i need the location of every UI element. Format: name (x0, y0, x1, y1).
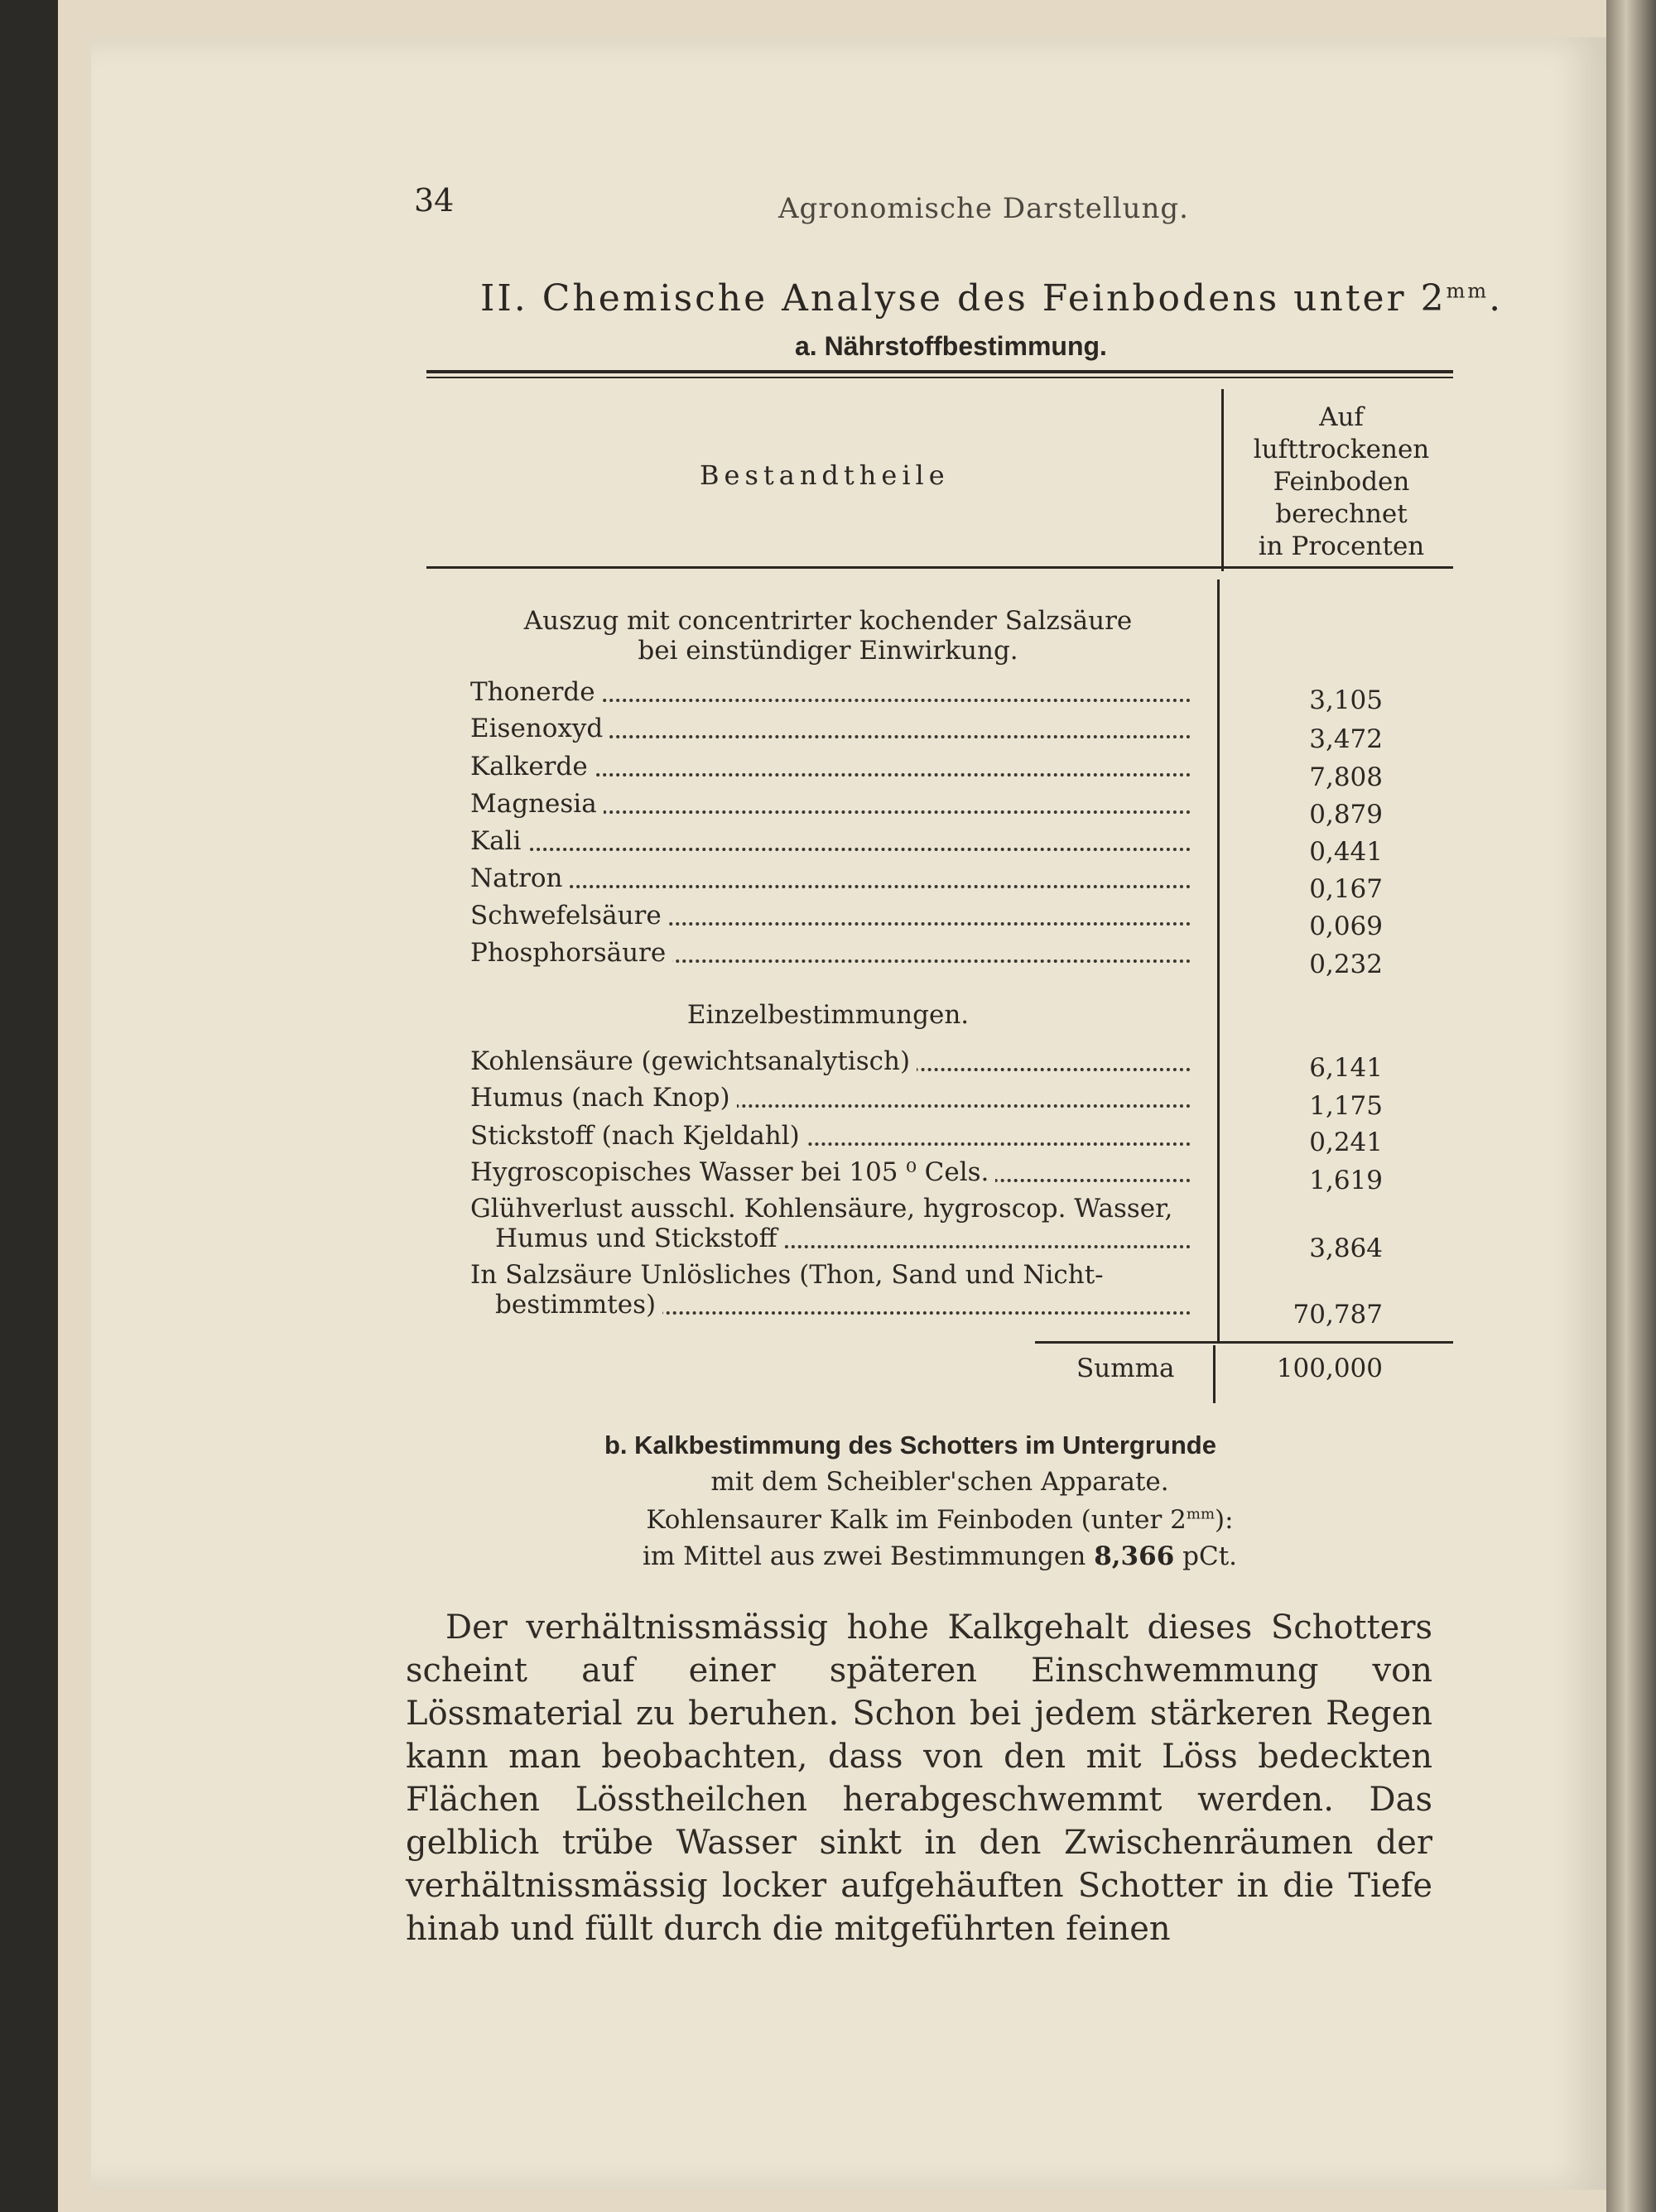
table-row (470, 789, 1191, 819)
row-label: Glühverlust ausschl. Kohlensäure, hygroscop. Wasser, (470, 1194, 1191, 1224)
table-row (470, 1194, 1191, 1253)
section-title-unit: mm (1446, 279, 1490, 303)
table-row (470, 1083, 1191, 1113)
column-header-procenten (1225, 402, 1457, 563)
row-label: In Salzsäure Unlösliches (Thon, Sand und Nicht- (470, 1260, 1191, 1290)
row-label: Natron (470, 863, 570, 893)
sum-rule (1035, 1341, 1453, 1344)
column-header-line: Auf (1319, 402, 1364, 432)
row-label: Magnesia (470, 789, 604, 819)
header-column-divider (1221, 389, 1224, 571)
row-value: 3,105 (1309, 685, 1383, 715)
table-row (470, 1121, 1191, 1151)
sum-value: 100,000 (1276, 1354, 1383, 1383)
row-label: Hygroscopisches Wasser bei 105 ⁰ Cels. (470, 1157, 995, 1187)
row-label: Eisenoxyd (470, 714, 609, 743)
table-row (470, 863, 1191, 893)
subsection-b-line3 (426, 1541, 1453, 1571)
row-value: 3,472 (1309, 724, 1383, 754)
row-value: 3,864 (1309, 1233, 1383, 1263)
row-label-cont: Humus und Stickstoff (495, 1224, 784, 1253)
table-header-rule (426, 566, 1453, 569)
row-value: 0,232 (1309, 950, 1383, 979)
line3-unit: pCt. (1182, 1541, 1237, 1571)
table-top-rule (426, 370, 1453, 373)
table-row (470, 1046, 1191, 1076)
table-row (470, 714, 1191, 743)
table-row (470, 901, 1191, 930)
row-label: Kohlensäure (gewichtsanalytisch) (470, 1046, 917, 1076)
row-label-cont: bestimmtes) (495, 1290, 662, 1320)
section-title-text: II. Chemische Analyse des Feinbodens unter 2 (480, 277, 1447, 320)
running-head (414, 182, 1490, 232)
row-label: Kalkerde (470, 752, 595, 781)
row-value: 70,787 (1293, 1300, 1383, 1330)
row-label: Stickstoff (nach Kjeldahl) (470, 1121, 806, 1151)
row-value: 0,167 (1309, 874, 1383, 904)
row-label: Humus (nach Knop) (470, 1083, 737, 1113)
row-value: 1,619 (1309, 1166, 1383, 1195)
book-spine-edge (1606, 0, 1656, 2212)
column-header-line: in Procenten (1258, 531, 1425, 561)
row-value: 6,141 (1309, 1053, 1383, 1083)
table-row (470, 1157, 1191, 1187)
subsection-b-line2 (426, 1505, 1453, 1535)
group1-heading (464, 606, 1192, 666)
row-value: 1,175 (1309, 1091, 1383, 1121)
row-value: 0,241 (1309, 1128, 1383, 1157)
group1-heading-line: bei einstündiger Einwirkung. (638, 636, 1018, 666)
calcium-carbonate-value: 8,366 (1094, 1541, 1175, 1571)
line2-text: Kohlensaurer Kalk im Feinboden (unter 2 (646, 1505, 1187, 1535)
subsection-b-line1: mit dem Scheibler'schen Apparate. (710, 1467, 1169, 1497)
row-value: 0,069 (1309, 911, 1383, 941)
line2-end: ): (1215, 1505, 1234, 1535)
sum-column-divider (1213, 1345, 1216, 1403)
running-title: Agronomische Darstellung. (778, 192, 1189, 225)
line3-text: im Mittel aus zwei Bestimmungen (643, 1541, 1086, 1571)
table-row (470, 938, 1191, 968)
table-row (470, 826, 1191, 856)
column-header-line: lufttrockenen (1253, 435, 1430, 464)
column-header-line: Feinboden (1273, 467, 1410, 497)
subsection-a-title: a. Nährstoffbestimmung. (795, 331, 1107, 361)
row-label: Kali (470, 826, 527, 856)
row-value: 0,879 (1309, 800, 1383, 830)
body-paragraph (406, 1606, 1432, 1950)
row-value: 0,441 (1309, 837, 1383, 867)
row-label: Schwefelsäure (470, 901, 668, 930)
row-value: 7,808 (1309, 762, 1383, 792)
section-title-end: . (1489, 277, 1504, 320)
table-top-rule-thin (426, 377, 1453, 378)
group2-heading: Einzelbestimmungen. (686, 1000, 970, 1030)
column-header-line: berechnet (1275, 499, 1408, 529)
page-number: 34 (414, 182, 455, 219)
table-row (470, 1260, 1191, 1320)
row-label: Phosphorsäure (470, 938, 672, 968)
column-header-bestandtheile: Bestandtheile (700, 459, 950, 491)
line2-unit: mm (1186, 1505, 1216, 1523)
table-row (470, 677, 1191, 707)
row-label: Thonerde (470, 677, 602, 707)
table-row (470, 752, 1191, 781)
sum-label: Summa (1076, 1354, 1175, 1383)
section-title (480, 277, 1503, 320)
group1-heading-line: Auszug mit concentrirter kochender Salzsäure (523, 606, 1133, 636)
paragraph-text: Der verhältnissmässig hohe Kalkgehalt dieses Schotters scheint auf einer späteren Einschwemmung von Lössmaterial zu beruhen. Schon bei jedem stärkeren Regen kann man beobachten, dass von den mit Löss bedeckten Flächen Lösstheilchen herabgeschwemmt werden. Das gelblich trübe Wasser sinkt in den Zwischenräumen der verhältnissmässig locker aufgehäuften Schotter in die Tiefe hinab und füllt durch die mitgeführten feinen (406, 1609, 1432, 1948)
subsection-b-title: b. Kalkbestimmung des Schotters im Untergrunde (604, 1431, 1216, 1459)
